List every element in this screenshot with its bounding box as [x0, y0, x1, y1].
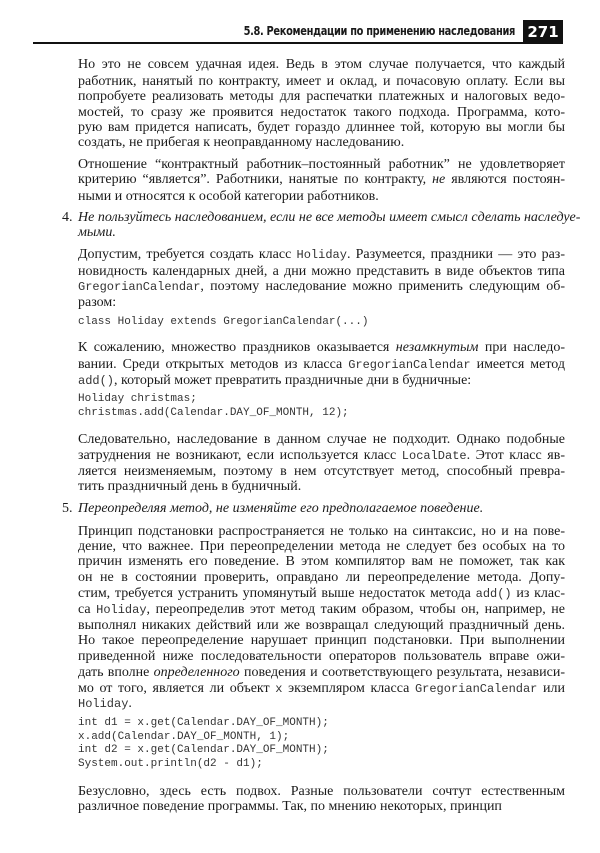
text-line [78, 618, 565, 634]
text-line [78, 172, 565, 188]
code-line: System.out.println(d2 - d1); [78, 758, 263, 770]
text-run: , переопределив этот метод таким образом, чтобы он, например, не [146, 602, 565, 617]
text-run: Но такое переопределение нарушает принцип подстановки. При выполнении [78, 633, 565, 648]
text-run: из клас- [511, 586, 565, 601]
list-item-number: 5. [62, 501, 73, 516]
text-run: дать вполне [78, 665, 154, 680]
text-run: ляется неизменяемым, поэтому в нем отсутствует метод, способный превра- [78, 464, 565, 479]
text-run: при наследо- [478, 340, 565, 355]
italic-text: не [432, 172, 446, 187]
text-line [78, 135, 565, 151]
text-line [78, 340, 565, 356]
text-run: разом: [78, 295, 117, 310]
inline-code: Holiday [96, 603, 147, 617]
text-run: рую вам придется написать, будет гораздо длиннее той, которую вы могли бы [78, 120, 565, 135]
text-line [78, 210, 581, 226]
text-run: , поэтому наследование можно применить следующим об- [200, 279, 565, 294]
text-line [78, 57, 565, 73]
inline-code: add() [475, 587, 512, 601]
code-line: christmas.add(Calendar.DAY_OF_MONTH, 12); [78, 407, 349, 419]
inline-code: GregorianCalendar [414, 682, 538, 696]
text-run: дение, что важнее. При переопределении метода не следует без особых на то [78, 539, 565, 554]
text-run: , который может превратить праздничные дни в будничные: [114, 373, 472, 388]
text-run: . Этот класс яв- [466, 448, 565, 463]
text-run: . [128, 696, 132, 711]
text-line [78, 539, 565, 555]
code-line: int d1 = x.get(Calendar.DAY_OF_MONTH); [78, 717, 329, 729]
text-run: поведения и соответствующего результата, независи- [239, 665, 565, 680]
text-line [78, 189, 565, 205]
text-line [78, 89, 565, 105]
text-run: экземпляром класса [282, 681, 415, 696]
code-line: x.add(Calendar.DAY_OF_MONTH, 1); [78, 731, 290, 743]
text-line [78, 696, 565, 712]
text-line [78, 264, 565, 280]
text-run: или [537, 681, 565, 696]
text-run: тить праздничный день в будничный. [78, 479, 302, 494]
text-line [78, 479, 565, 495]
text-run: ными и относятся к особой категории работников. [78, 189, 379, 204]
text-line [78, 157, 565, 173]
text-line [78, 405, 565, 421]
code-line: Holiday christmas; [78, 393, 197, 405]
text-run: К сожалению, множество праздников оказывается [78, 340, 396, 355]
list-item-number: 4. [62, 210, 73, 225]
inline-code: Holiday [296, 248, 347, 262]
text-run: са [78, 602, 97, 617]
text-run: стим, требуется устранить упомянутый выше недостаток метода [78, 586, 476, 601]
text-line [78, 74, 565, 90]
text-line [78, 295, 565, 311]
text-line [78, 432, 565, 448]
text-line [78, 373, 565, 389]
text-line [78, 225, 565, 241]
text-run: затруднения не возникают, если используется класс [78, 448, 402, 463]
text-line [78, 501, 565, 517]
code-line: int d2 = x.get(Calendar.DAY_OF_MONTH); [78, 744, 329, 756]
text-line [78, 784, 565, 800]
italic-text: Переопределяя метод, не изменяйте его предполагаемое поведение. [78, 501, 484, 516]
text-line [78, 633, 565, 649]
text-line [78, 586, 565, 602]
text-line [78, 756, 565, 772]
text-run: выполнял никаких действий или же возвращал следующий праздничный день. [78, 618, 565, 633]
italic-text: Не пользуйтесь наследованием, если не все методы имеет смысл сделать наследуе- [78, 210, 581, 225]
text-run: приведенной ниже последовательности операторов пользователь вправе ожи- [78, 649, 565, 664]
text-run: новидность календарных дней, а дни можно представить в виде объектов типа [78, 264, 565, 279]
text-run: различное поведение программы. Так, по мнению некоторых, принцип [78, 799, 502, 814]
text-run: он не в состоянии проверить, оправдано ли переопределение метода. Допу- [78, 570, 565, 585]
italic-text: мыми. [78, 225, 116, 240]
text-line [78, 570, 565, 586]
text-run: мо от того, является ли объект [78, 681, 276, 696]
code-line: class Holiday extends GregorianCalendar(...) [78, 316, 369, 328]
text-line [78, 105, 565, 121]
text-line [78, 649, 565, 665]
text-run: попробуете реализовать методы для распечатки платежных и налоговых ведо- [78, 89, 565, 104]
text-line [78, 681, 565, 697]
text-line [78, 314, 565, 330]
italic-text: незамкнутым [395, 340, 479, 355]
text-line [78, 554, 565, 570]
page-number: 271 [523, 20, 563, 44]
text-line [78, 665, 565, 681]
text-run: являются постоян- [445, 172, 566, 187]
running-header-title: 5.8. Рекомендации по применению наследования [243, 24, 515, 38]
text-line [78, 464, 565, 480]
text-run: критерию “является”. Работники, нанятые по контракту, [78, 172, 433, 187]
text-line [78, 602, 565, 618]
text-line [78, 247, 565, 263]
text-run: мостей, то сразу же проявится недостаток такого подхода. Программа, кото- [78, 105, 565, 120]
inline-code: Holiday [78, 697, 129, 711]
text-line [78, 120, 565, 136]
header-rule [33, 42, 563, 44]
text-line [78, 799, 565, 815]
text-run: Безусловно, здесь есть подвох. Разные пользователи сочтут естественным [78, 784, 565, 799]
text-line [78, 524, 565, 540]
text-run: Допустим, требуется создать класс [78, 247, 297, 262]
text-run: Следовательно, наследование в данном случае не подходит. Однако подобные [78, 432, 565, 447]
inline-code: x [275, 682, 283, 696]
inline-code: GregorianCalendar [78, 280, 201, 294]
text-run: Принцип подстановки распространяется не только на синтаксис, но и на пове- [78, 524, 565, 539]
text-run: Отношение “контрактный работник–постоянный работник” не удовлетворяет [78, 157, 565, 172]
inline-code: GregorianCalendar [348, 358, 471, 372]
text-run: работник, нанятый по контракту, имеет и оклад, и почасовую оплату. Если вы [78, 74, 565, 89]
text-run: Но это не совсем удачная идея. Ведь в этом случае получается, что каждый [78, 57, 565, 72]
text-run: . Разумеется, праздники — это раз- [346, 247, 565, 262]
inline-code: LocalDate [401, 449, 467, 463]
text-run: имеется метод [470, 357, 565, 372]
text-line [78, 357, 565, 373]
text-line [78, 448, 565, 464]
italic-text: определенного [153, 665, 240, 680]
text-run: причин изменять его поведение. В этом компилятор вам не поможет, так как [78, 554, 565, 569]
text-run: создать, не прибегая к неоправданному наследованию. [78, 135, 405, 150]
text-run: вании. Среди открытых методов из класса [78, 357, 349, 372]
inline-code: add() [78, 374, 115, 388]
text-line [78, 279, 565, 295]
